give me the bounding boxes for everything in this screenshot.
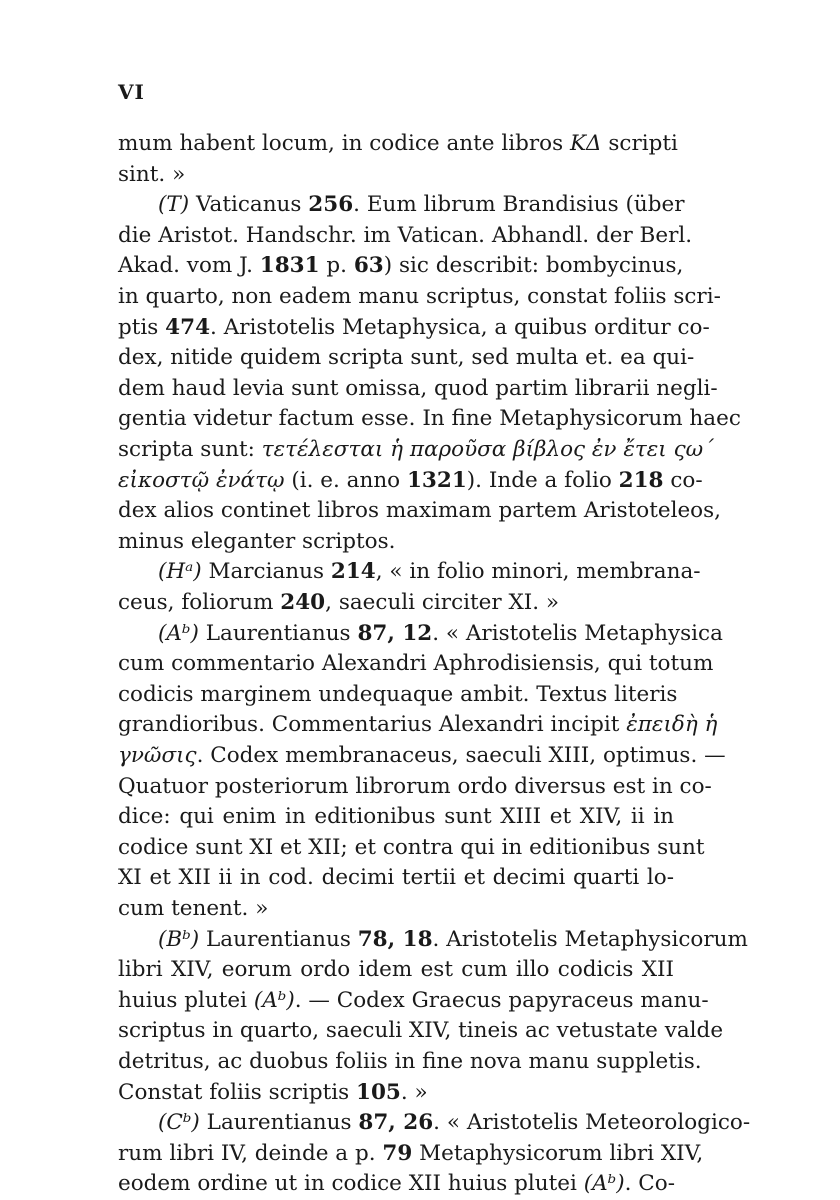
text-segment: in quarto, non eadem manu scriptus, constat foliis scri- — [118, 284, 721, 309]
text-segment: dem haud levia sunt omissa, quod partim librarii negli- — [118, 375, 718, 401]
text-line — [118, 1077, 674, 1109]
text-segment: . — Codex Graecus papyraceus manu- — [294, 987, 709, 1013]
text-line — [118, 1168, 674, 1200]
text-segment: (i. e. anno — [284, 467, 407, 493]
text-segment: ) sic describit: bombycinus, — [383, 253, 684, 279]
text-segment: . Aristotelis Metaphysicorum — [432, 926, 748, 952]
text-line — [158, 618, 723, 650]
text-segment: ). Inde a folio — [466, 467, 619, 493]
text-segment: libri XIV, eorum ordo idem est cum illo codicis XII — [118, 957, 674, 983]
text-segment: Quatuor posteriorum librorum ordo diversus est in co- — [118, 773, 712, 799]
text-line — [118, 893, 674, 925]
italic-text: (Aᵇ) — [583, 1171, 625, 1197]
text-segment: die Aristot. Handschr. im Vatican. Abhandl. der Berl. — [118, 222, 693, 248]
text-segment: Marcianus — [201, 559, 331, 585]
text-segment: co- — [663, 467, 703, 493]
text-line — [118, 954, 674, 986]
italic-text: (Aᵇ) — [253, 987, 295, 1013]
bold-text: 79 — [382, 1140, 413, 1166]
text-segment: dex alios continet libros maximam partem Aristoteleos, — [118, 498, 721, 524]
text-segment: dex, nitide quidem scripta sunt, sed multa et. ea qui- — [118, 345, 695, 371]
text-line — [118, 679, 678, 711]
text-segment: . Aristotelis Metaphysica, a quibus orditur co- — [210, 314, 710, 340]
italic-text: γνῶσις — [118, 743, 197, 768]
text-line — [118, 250, 684, 282]
bold-text: 1321 — [406, 467, 467, 493]
bold-text: 474 — [165, 314, 211, 340]
text-segment: Constat foliis scriptis — [118, 1079, 356, 1105]
text-line — [118, 465, 703, 497]
text-line — [118, 373, 718, 405]
text-segment: cum commentario Alexandri Aphrodisiensis, qui totum — [118, 651, 714, 677]
text-line — [118, 985, 709, 1017]
bold-text: 87, 26 — [358, 1110, 434, 1136]
text-line — [118, 771, 712, 803]
bold-text: 256 — [308, 192, 354, 218]
italic-text: (T) — [158, 192, 190, 218]
text-line — [118, 801, 674, 833]
text-segment: codicis marginem undequaque ambit. Textus literis — [118, 681, 678, 707]
text-segment: Vaticanus — [189, 192, 309, 218]
text-line — [118, 403, 741, 435]
text-segment: ptis — [118, 314, 166, 340]
text-line — [118, 128, 678, 160]
text-segment: huius plutei — [118, 987, 254, 1013]
italic-text: (Aᵇ) — [158, 620, 199, 646]
bold-text: 218 — [618, 467, 664, 493]
text-segment: . » — [400, 1079, 428, 1105]
text-line — [118, 312, 710, 344]
text-segment: . « Aristotelis Meteorologico- — [433, 1110, 751, 1136]
text-segment: scripti — [601, 131, 678, 156]
text-segment: p. — [319, 253, 354, 279]
italic-text: ἐπειδὴ ἡ — [626, 712, 718, 738]
text-segment: minus eleganter scriptos. — [118, 528, 396, 554]
bold-text: 240 — [280, 590, 326, 615]
text-segment: Laurentianus — [199, 1110, 359, 1136]
text-line — [118, 1046, 702, 1078]
text-segment: dice: qui enim in editionibus sunt XIII et XIV, ii in — [118, 804, 674, 830]
text-line — [158, 189, 685, 221]
text-line — [118, 1015, 724, 1047]
text-segment: . Codex membranaceus, saeculi XIII, optimus. — — [196, 743, 726, 768]
text-segment: Laurentianus — [198, 620, 358, 646]
page-number: VI — [118, 80, 145, 104]
text-segment: cum tenent. » — [118, 896, 269, 921]
bold-text: 63 — [353, 253, 384, 279]
text-segment: gentia videtur factum esse. In fine Metaphysicorum haec — [118, 406, 741, 432]
text-line — [158, 924, 748, 956]
text-segment: scripta sunt: — [118, 437, 262, 462]
text-segment: , saeculi circiter XI. » — [325, 590, 560, 615]
text-line — [118, 1138, 704, 1170]
text-segment: ceus, foliorum — [118, 590, 281, 615]
text-line — [118, 709, 718, 741]
text-line — [118, 740, 726, 772]
text-line — [118, 342, 695, 374]
text-line — [118, 587, 674, 619]
bold-text: 214 — [330, 559, 376, 585]
text-segment: . Eum librum Brandisius (über — [353, 192, 685, 218]
italic-text: (Bᵇ) — [158, 926, 200, 952]
text-line — [118, 832, 705, 864]
text-line — [118, 862, 674, 894]
text-line — [118, 281, 721, 313]
italic-text: εἰκοστῷ ἐνάτῳ — [118, 467, 285, 493]
italic-text: (Cᵇ) — [158, 1110, 200, 1136]
bold-text: 78, 18 — [357, 926, 433, 952]
text-segment: mum habent locum, in codice ante libros — [118, 131, 570, 156]
text-segment: sint. » — [118, 161, 186, 187]
text-line — [118, 526, 674, 558]
italic-text: (Hᵃ) — [158, 559, 202, 585]
text-segment: . « Aristotelis Metaphysica — [432, 620, 723, 646]
text-line — [118, 495, 721, 527]
bold-text: 87, 12 — [357, 620, 433, 646]
text-line — [158, 556, 701, 588]
text-segment: detritus, ac duobus foliis in fine nova manu suppletis. — [118, 1049, 702, 1074]
text-segment: grandioribus. Commentarius Alexandri incipit — [118, 712, 627, 738]
text-line — [118, 220, 693, 252]
text-segment: rum libri IV, deinde a p. — [118, 1140, 383, 1166]
bold-text: 1831 — [259, 253, 320, 279]
bold-text: 105 — [355, 1079, 401, 1105]
text-segment: scriptus in quarto, saeculi XIV, tineis ac vetustate valde — [118, 1018, 724, 1044]
text-segment: . Co- — [624, 1171, 675, 1197]
italic-text: τετέλεσται ἡ παροῦσα βίβλος ἐν ἔτει ςω΄ — [261, 437, 714, 462]
text-segment: Laurentianus — [199, 926, 358, 952]
text-segment: codice sunt XI et XII; et contra qui in editionibus sunt — [118, 834, 705, 860]
italic-text: KΔ — [569, 131, 602, 156]
text-segment: eodem ordine ut in codice XII huius plutei — [118, 1171, 584, 1197]
text-segment: XI et XII ii in cod. decimi tertii et decimi quarti lo- — [118, 865, 674, 891]
text-segment: , « in folio minori, membrana- — [375, 559, 701, 585]
text-segment: Metaphysicorum libri XIV, — [412, 1140, 704, 1166]
text-line — [118, 648, 714, 680]
text-line — [158, 1107, 751, 1139]
text-line — [118, 434, 714, 466]
text-segment: Akad. vom J. — [118, 253, 260, 279]
text-line — [118, 159, 674, 191]
